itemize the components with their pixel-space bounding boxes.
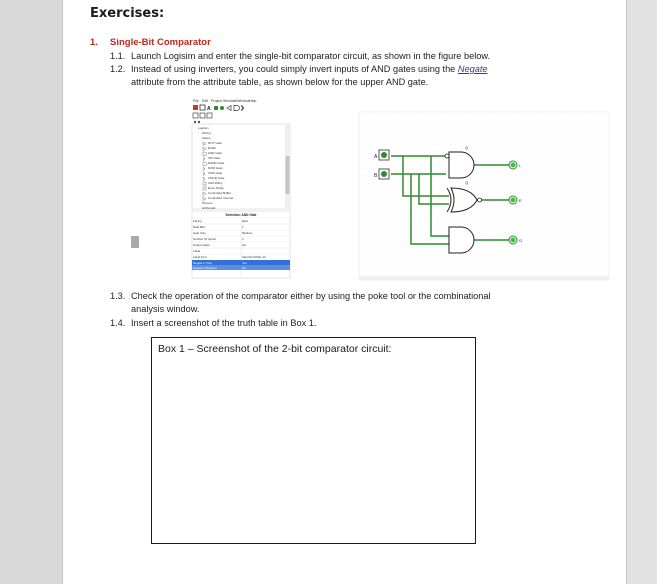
tree-arithmetic: Arithmetic bbox=[202, 206, 216, 210]
item-text-continued: attribute from the attribute table, as shown below for the upper AND gate. bbox=[131, 77, 429, 87]
and-gate-upper[interactable] bbox=[445, 152, 474, 178]
move-up-icon bbox=[194, 121, 196, 123]
attr-value: 2 bbox=[242, 237, 244, 241]
explorer-scroll-thumb[interactable] bbox=[286, 156, 290, 194]
item-text-continued: analysis window. bbox=[131, 304, 200, 314]
tree-even-parity: Even Parity bbox=[208, 186, 224, 190]
item-text: Launch Logisim and enter the single-bit comparator circuit, as shown in the figure below. bbox=[131, 51, 491, 61]
output-pin-icon bbox=[220, 106, 224, 110]
window-edge bbox=[627, 0, 657, 584]
page-title: Exercises: bbox=[90, 6, 165, 21]
attr-name: Gate Size bbox=[193, 231, 206, 235]
attr-name: Label bbox=[193, 249, 201, 253]
attr-value: East bbox=[242, 219, 248, 223]
tree-and-gate: AND Gate bbox=[208, 151, 223, 155]
pin-label-b: B bbox=[374, 173, 378, 179]
list-item bbox=[110, 50, 550, 63]
list-item bbox=[110, 317, 550, 330]
item-number: 1.1. bbox=[110, 51, 126, 61]
tree-xor-gate: XOR Gate bbox=[208, 171, 223, 175]
item-text: Insert a screenshot of the truth table in Box 1. bbox=[131, 318, 317, 328]
tree-plexers: Plexers bbox=[202, 201, 213, 205]
attr-value: SansSerif Plain 12 bbox=[242, 255, 266, 259]
item-number: 1.2. bbox=[110, 64, 126, 74]
attr-value: Medium bbox=[242, 231, 253, 235]
selection-title: Selection: AND Gate bbox=[225, 213, 257, 217]
exercise-heading bbox=[90, 37, 211, 48]
menu-window: Window bbox=[237, 99, 250, 103]
text-tool-icon: A bbox=[207, 106, 211, 112]
attr-name: Label Font bbox=[193, 255, 207, 259]
attr-name: Facing bbox=[193, 219, 202, 223]
tree-or-gate: OR Gate bbox=[208, 156, 221, 160]
attr-name: Output Value bbox=[193, 243, 210, 247]
menu-file: File bbox=[193, 99, 199, 103]
tree-nor-gate: NOR Gate bbox=[208, 166, 223, 170]
pin-label-g: G bbox=[519, 238, 523, 243]
attr-name: Negate 1 (Top) bbox=[193, 261, 213, 265]
menu-simulate: Simulate bbox=[223, 99, 237, 103]
pin-label-e: E bbox=[519, 198, 522, 203]
menu-help: Help bbox=[249, 99, 257, 103]
negate-link[interactable]: Negate bbox=[457, 64, 488, 74]
item-number: 1.4. bbox=[110, 318, 126, 328]
side-marker bbox=[131, 236, 139, 248]
tree-wiring: Wiring bbox=[202, 131, 211, 135]
tree-nand-gate: NAND Gate bbox=[208, 161, 225, 165]
poke-tool-icon bbox=[193, 105, 198, 110]
gate-label-upper-b: Q bbox=[465, 180, 469, 185]
tree-xnor-gate: XNOR Gate bbox=[208, 176, 225, 180]
pin-label-a: A bbox=[374, 154, 378, 160]
answer-box[interactable] bbox=[151, 337, 476, 544]
move-down-icon bbox=[198, 121, 200, 123]
attr-value: 1 bbox=[242, 225, 244, 229]
tree-logisim: Logisim bbox=[198, 126, 209, 130]
menu-edit: Edit bbox=[202, 99, 209, 103]
menu-project: Project bbox=[211, 99, 223, 103]
tree-controlled-inverter: Controlled Inverter bbox=[208, 196, 234, 200]
output-pin-l[interactable] bbox=[509, 161, 522, 169]
exercise-title: Single-Bit Comparator bbox=[110, 37, 211, 48]
input-pin-icon bbox=[214, 106, 218, 110]
and-gate-lower[interactable] bbox=[449, 227, 474, 253]
exercise-number: 1. bbox=[90, 37, 98, 48]
tree-gates: Gates bbox=[202, 136, 211, 140]
item-text: Instead of using inverters, you could simply invert inputs of AND gates using the bbox=[131, 64, 456, 74]
output-pin-e[interactable] bbox=[509, 196, 522, 204]
attr-value: No bbox=[242, 266, 246, 270]
tree-not-gate: NOT Gate bbox=[208, 141, 223, 145]
list-item bbox=[110, 63, 550, 89]
list-item bbox=[110, 290, 550, 316]
document-page bbox=[62, 0, 627, 584]
output-pin-g[interactable] bbox=[509, 236, 522, 244]
gate-label-upper: Q bbox=[465, 145, 469, 150]
answer-box-label: Box 1 – Screenshot of the 2-bit comparator circuit: bbox=[158, 343, 392, 355]
attr-name: Data Bits bbox=[193, 225, 205, 229]
attr-name: Number Of Inputs bbox=[193, 237, 216, 241]
logisim-screenshot bbox=[191, 96, 611, 282]
tree-controlled-buffer: Controlled Buffer bbox=[208, 191, 232, 195]
attr-value: 0/1 bbox=[242, 243, 247, 247]
attr-name: Negate 2 (Bottom) bbox=[193, 266, 217, 270]
tree-buffer: Buffer bbox=[208, 146, 217, 150]
attr-value: Yes bbox=[242, 261, 247, 265]
item-number: 1.3. bbox=[110, 291, 126, 301]
pin-label-l: L bbox=[519, 163, 522, 168]
canvas-hscrollbar[interactable] bbox=[359, 276, 609, 280]
tree-odd-parity: Odd Parity bbox=[208, 181, 223, 185]
item-text: Check the operation of the comparator either by using the poke tool or the combinational bbox=[131, 291, 491, 301]
